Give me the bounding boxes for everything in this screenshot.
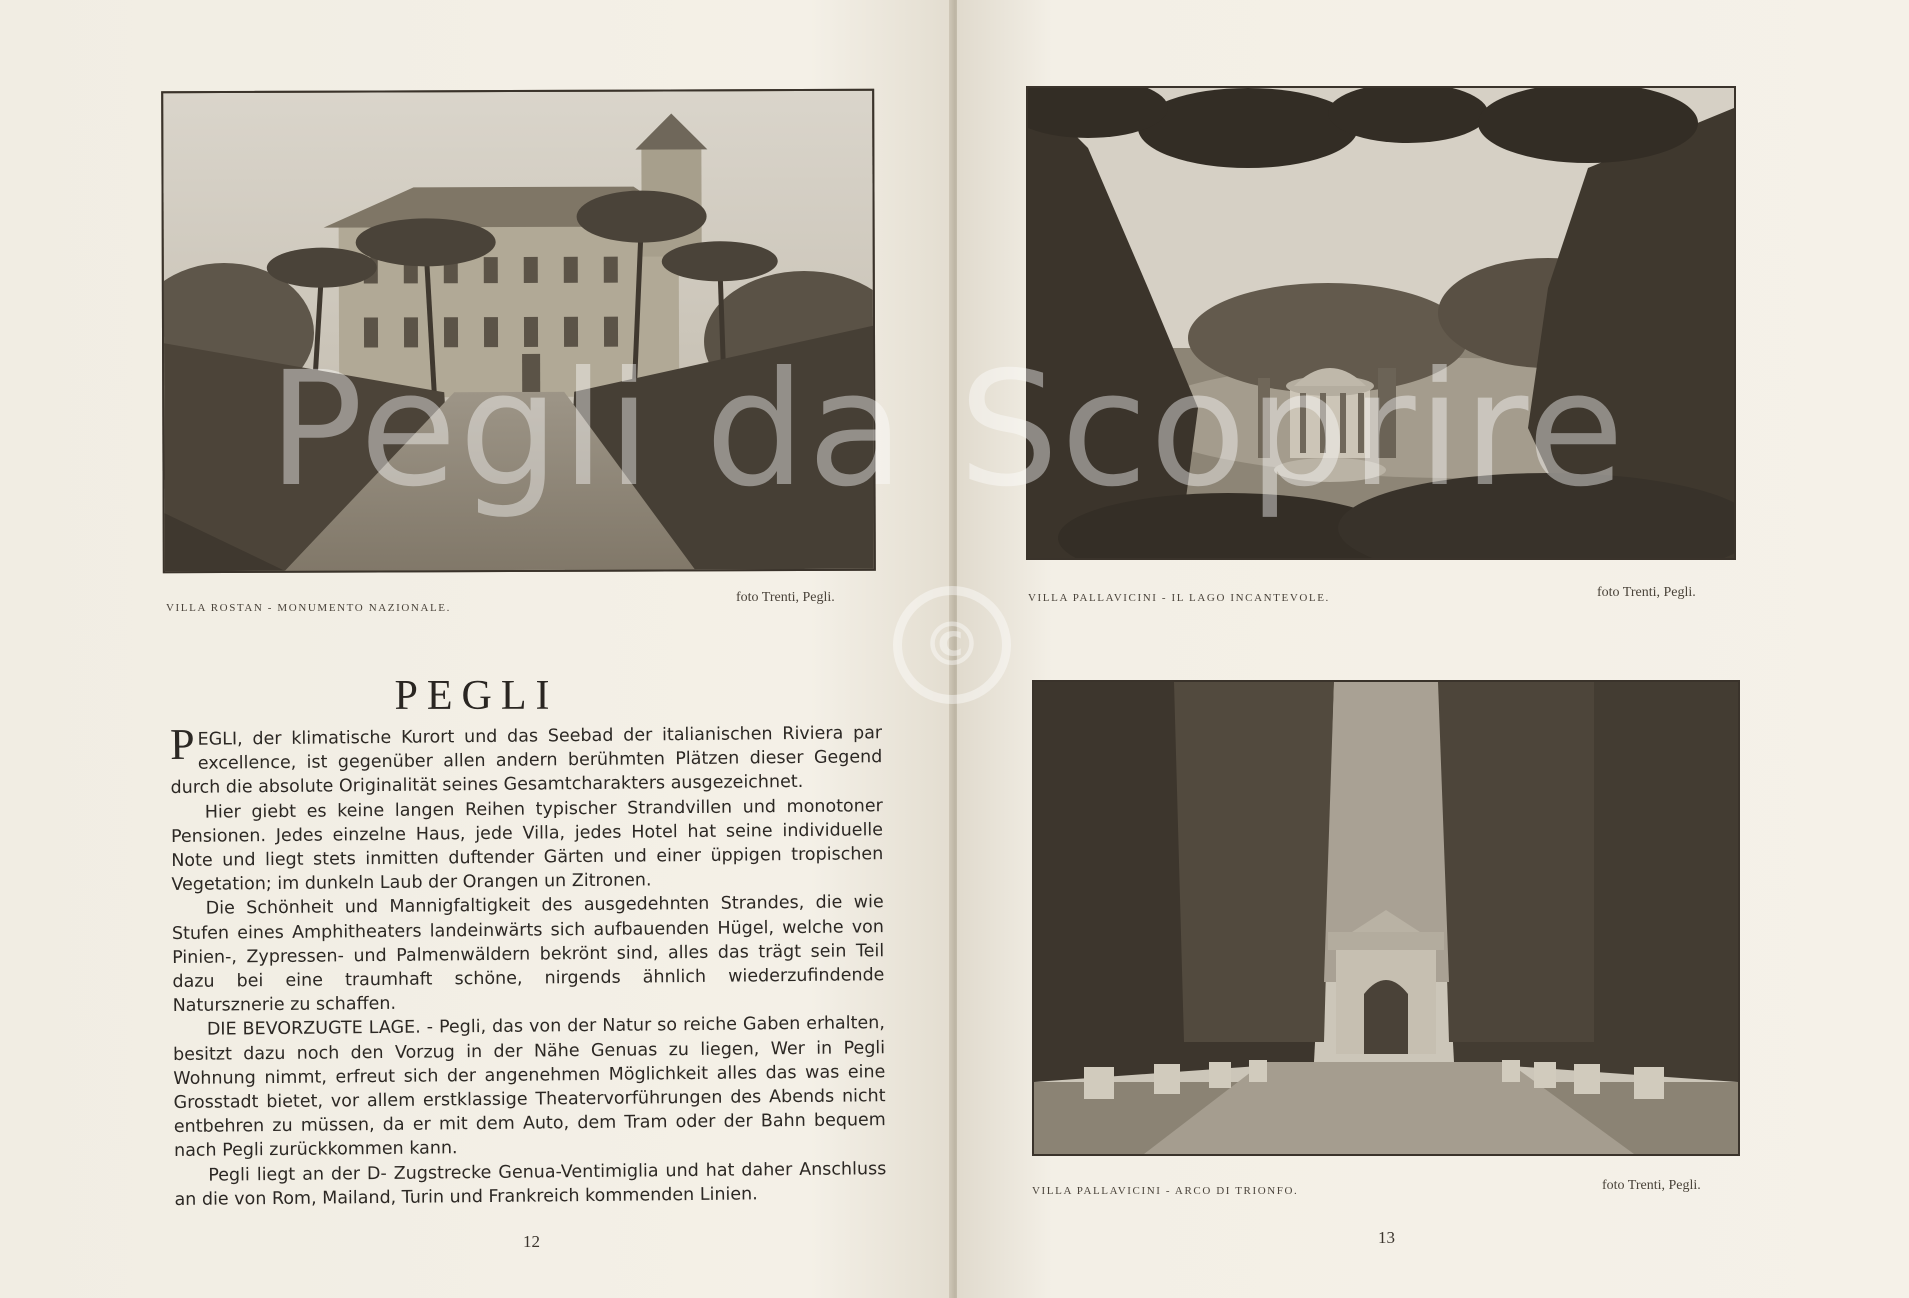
page-title: PEGLI: [394, 673, 559, 719]
photo-villa-rostan: [161, 89, 876, 573]
lago-image: [1028, 88, 1734, 558]
photo-credit-top-right: foto Trenti, Pegli.: [1597, 585, 1696, 600]
right-page: [957, 0, 1909, 1298]
paragraph-1: PEGLI, der klimatische Kurort und das Seebad der italianischen Riviera par excellence, ist gegenüber allen andern berühmten Plätzen dieser Gegend durch die absolute Originalität seines Gesamtcharakters ausgezeichnet.: [169, 719, 883, 799]
copyright-symbol: ©: [922, 610, 982, 680]
villa-rostan-image: [163, 91, 874, 571]
dropcap: P: [169, 719, 195, 769]
photo-lago-incantevole: [1026, 86, 1736, 560]
photo-caption-villa-rostan: VILLA ROSTAN - MONUMENTO NAZIONALE.: [166, 602, 451, 614]
copyright-icon: [893, 586, 1011, 704]
paragraph-3: Die Schönheit und Mannigfaltigkeit des ausgedehnten Strandes, die wie Stufen eines Amphitheaters landeinwärts sich aufbauenden Hügel, welche von Pinien-, Zypressen- und Palmenwäldern bekrönt sind, alles das trägt sein Teil dazu bei eine traumhaft schöne, nirgends ähnlich wiederzufindende Natursznerie zu schaffen.: [171, 892, 885, 1017]
article-body: [170, 721, 887, 1212]
photo-credit-bottom-right: foto Trenti, Pegli.: [1602, 1178, 1701, 1193]
page-number-left: 12: [523, 1232, 540, 1251]
watermark-text: Pegli da Scoprire: [268, 338, 1627, 522]
paragraph-4: DIE BEVORZUGTE LAGE. - Pegli, das von der Natur so reiche Gaben erhalten, besitzt dazu noch den Vorzug in der Nähe Genuas zu liegen, Wer in Pegli Wohnung nimmt, erfreut sich der angenehmen Möglichkeit alles das was eine Grosstadt bietet, vor allem erstklassige Theatervorführungen des Abends nicht entbehren zu müssen, da er mit dem Auto, dem Tram oder der Bahn bequem nach Pegli zurückkommen kann.: [173, 1013, 886, 1162]
photo-caption-lago: VILLA PALLAVICINI - IL LAGO INCANTEVOLE.: [1028, 592, 1330, 604]
photo-credit-left: foto Trenti, Pegli.: [736, 590, 835, 605]
page-number-right: 13: [1378, 1228, 1395, 1247]
arco-image: [1034, 682, 1738, 1154]
paragraph-2: Hier giebt es keine langen Reihen typischer Strandvillen und monotoner Pensionen. Jedes einzelne Haus, jede Villa, jedes Hotel hat seine individuelle Note und liegt stets inmitten duftender Gärten und einer üppigen tropischen Vegetation; im dunkeln Laub der Orangen un Zitronen.: [170, 795, 884, 896]
photo-caption-arco: VILLA PALLAVICINI - ARCO DI TRIONFO.: [1032, 1185, 1299, 1197]
paragraph-5: Pegli liegt an der D- Zugstrecke Genua-Ventimiglia und hat daher Anschluss an die von Rom, Mailand, Turin und Frankreich kommenden Linien.: [174, 1158, 887, 1210]
photo-arco-di-trionfo: [1032, 680, 1740, 1156]
left-page: [0, 0, 953, 1298]
